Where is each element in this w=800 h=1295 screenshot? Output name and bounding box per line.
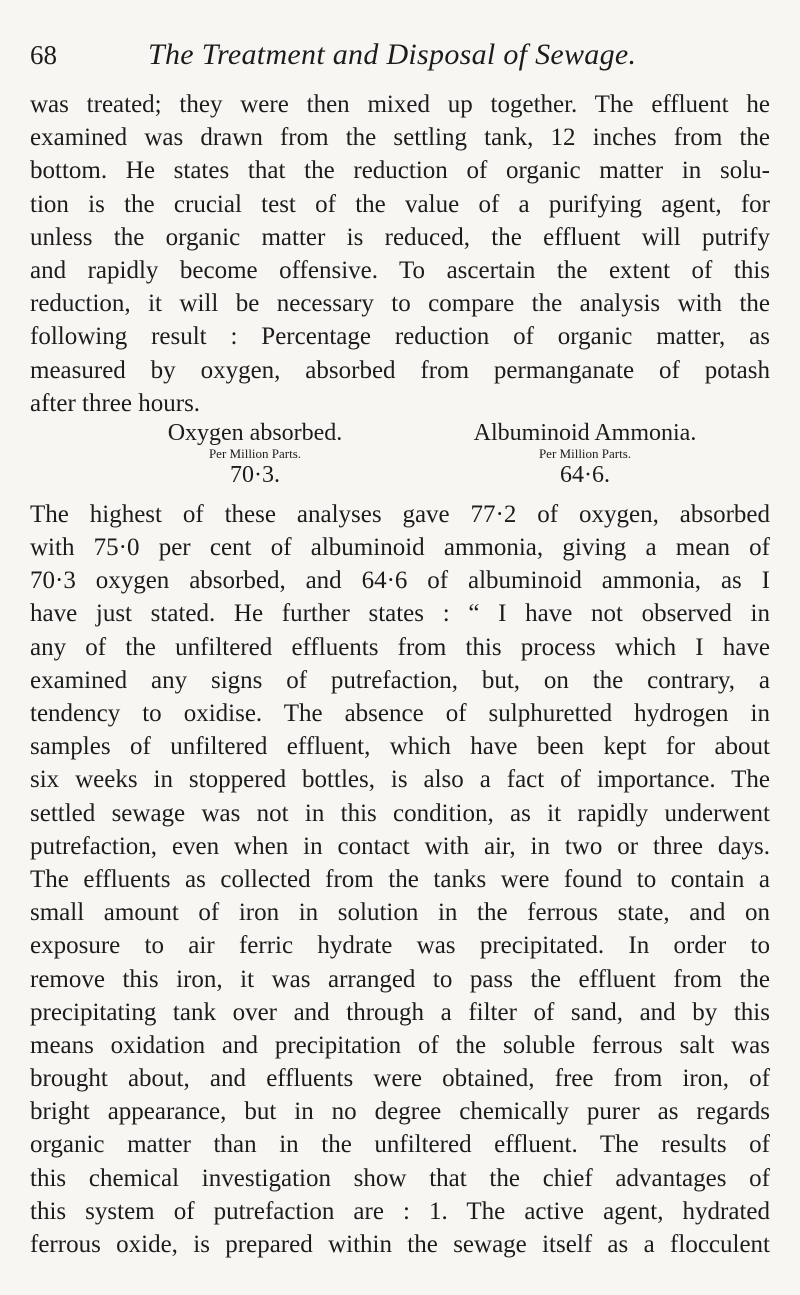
text-line: reduction, it will be necessary to compare the analysis with the	[30, 290, 770, 318]
text-line: small amount of iron in solution in the ferrous state, and on	[30, 899, 770, 927]
oxygen-absorbed-column	[140, 420, 370, 488]
text-line: ferrous oxide, is prepared within the sewage itself as a flocculent	[30, 1231, 770, 1258]
column-heading: Albuminoid Ammonia.	[473, 419, 697, 446]
text-line: The highest of these analyses gave 77·2 of oxygen, absorbed	[30, 500, 770, 528]
text-line: unless the organic matter is reduced, the effluent will putrify	[30, 223, 770, 251]
text-line: The effluents as collected from the tanks were found to contain a	[30, 865, 770, 893]
text-line: any of the unfiltered effluents from this process which I have	[30, 633, 770, 661]
text-line: means oxidation and precipitation of the soluble ferrous salt was	[30, 1031, 770, 1059]
body-text	[30, 88, 770, 1261]
albuminoid-ammonia-column	[440, 420, 730, 488]
text-line: settled sewage was not in this condition, as it rapidly underwent	[30, 799, 770, 827]
text-line: exposure to air ferric hydrate was precipitated. In order to	[30, 932, 770, 960]
text-line: this chemical investigation show that the chief advantages of	[30, 1164, 770, 1192]
text-line: precipitating tank over and through a filter of sand, and by this	[30, 998, 770, 1026]
column-heading: Oxygen absorbed.	[167, 419, 343, 446]
paragraph-1	[30, 88, 770, 420]
text-line: this system of putrefaction are : 1. The active agent, hydrated	[30, 1197, 770, 1225]
text-line: bright appearance, but in no degree chemically purer as regards	[30, 1098, 770, 1126]
text-line: tion is the crucial test of the value of a purifying agent, for	[30, 190, 770, 218]
text-line: bottom. He states that the reduction of organic matter in solu-	[30, 157, 770, 185]
running-title: The Treatment and Disposal of Sewage.	[148, 38, 637, 71]
column-value: 70·3.	[230, 461, 280, 488]
text-line: examined was drawn from the settling tank, 12 inches from the	[30, 124, 770, 152]
text-line: putrefaction, even when in contact with air, in two or three days.	[30, 832, 770, 860]
column-value: 64·6.	[560, 461, 610, 488]
page-header	[30, 40, 770, 80]
text-line: and rapidly become offensive. To ascertain the extent of this	[30, 256, 770, 284]
analysis-table	[30, 420, 770, 498]
text-line: have just stated. He further states : “ I have not observed in	[30, 600, 770, 628]
text-line: organic matter than in the unfiltered effluent. The results of	[30, 1131, 770, 1159]
text-line: was treated; they were then mixed up together. The effluent he	[30, 91, 770, 118]
text-line: examined any signs of putrefaction, but, on the contrary, a	[30, 666, 770, 694]
text-line: with 75·0 per cent of albuminoid ammonia, giving a mean of	[30, 534, 770, 562]
text-line: following result : Percentage reduction of organic matter, as	[30, 323, 770, 351]
text-line: measured by oxygen, absorbed from permanganate of potash	[30, 356, 770, 384]
column-unit: Per Million Parts.	[538, 445, 632, 461]
text-line: after three hours.	[30, 389, 201, 417]
text-line: six weeks in stoppered bottles, is also a fact of importance. The	[30, 766, 770, 794]
text-line: brought about, and effluents were obtained, free from iron, of	[30, 1065, 770, 1093]
text-line: samples of unfiltered effluent, which have been kept for about	[30, 733, 770, 761]
column-unit: Per Million Parts.	[208, 445, 302, 461]
text-line: remove this iron, it was arranged to pass the effluent from the	[30, 965, 770, 993]
page-number: 68	[30, 40, 57, 70]
paragraph-2	[30, 498, 770, 1261]
text-line: 70·3 oxygen absorbed, and 64·6 of albuminoid ammonia, as I	[30, 567, 770, 595]
text-line: tendency to oxidise. The absence of sulphuretted hydrogen in	[30, 700, 770, 727]
